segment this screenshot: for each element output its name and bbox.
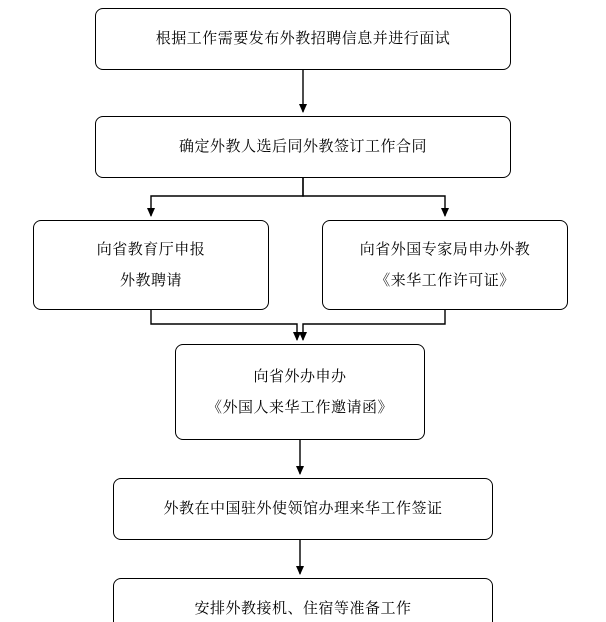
node-apply-foreign-experts-bureau bbox=[322, 220, 568, 310]
node-text-line: 根据工作需要发布外教招聘信息并进行面试 bbox=[155, 30, 451, 48]
node-text-line: 《外国人来华工作邀请函》 bbox=[206, 399, 393, 416]
node-apply-foreign-affairs-office bbox=[175, 344, 425, 440]
node-apply-provincial-education-department bbox=[33, 220, 269, 310]
edge-n3-n5 bbox=[151, 310, 297, 340]
edge-n4-n5 bbox=[303, 310, 445, 340]
node-text-line: 向省外办申办 bbox=[253, 367, 347, 385]
node-apply-work-visa-at-embassy bbox=[113, 478, 493, 540]
node-text-line: 安排外教接机、住宿等准备工作 bbox=[194, 600, 412, 618]
node-sign-work-contract bbox=[95, 116, 511, 178]
node-text-line: 外教在中国驻外使领馆办理来华工作签证 bbox=[163, 500, 443, 518]
edge-n2-n3 bbox=[151, 178, 303, 216]
node-arrange-pickup-and-accommodation bbox=[113, 578, 493, 622]
node-text-line: 向省教育厅申报 bbox=[96, 240, 206, 258]
node-text-line: 《来华工作许可证》 bbox=[375, 272, 515, 289]
node-publish-recruitment-and-interview bbox=[95, 8, 511, 70]
node-text-line: 确定外教人选后同外教签订工作合同 bbox=[178, 138, 427, 156]
edge-n2-n4 bbox=[303, 178, 445, 216]
node-text-line: 向省外国专家局申办外教 bbox=[359, 240, 531, 258]
node-text-line: 外教聘请 bbox=[119, 272, 182, 289]
